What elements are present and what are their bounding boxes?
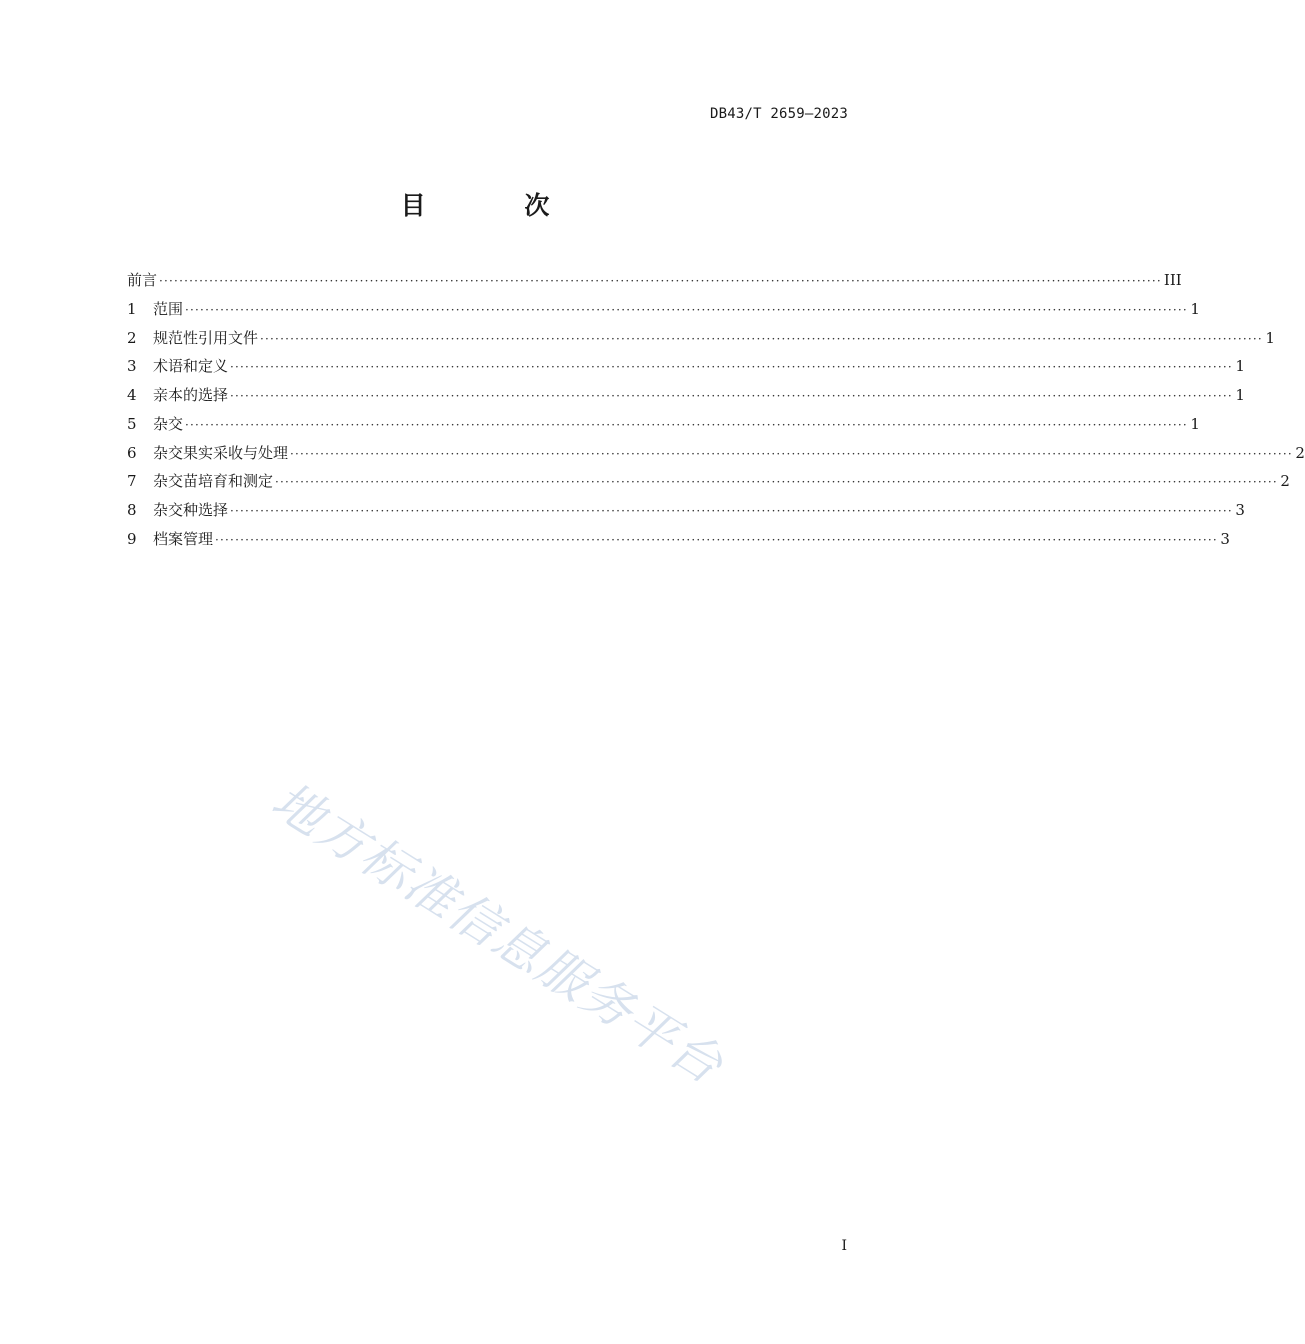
document-code: DB43/T 2659—2023 (709, 106, 848, 122)
toc-entry-label: 亲本的选择 (153, 386, 229, 404)
toc-entry-page: 2 (1280, 472, 1290, 491)
toc-entry-label: 档案管理 (153, 529, 214, 548)
toc-title: 目 次 (400, 191, 595, 220)
toc-entry-page: 2 (1295, 443, 1305, 462)
toc-entry-hybridization[interactable] (127, 410, 1200, 439)
toc-entry-label: 杂交苗培育和测定 (153, 472, 274, 491)
toc-entry-page: 1 (1190, 414, 1200, 433)
toc-entry-label: 杂交种选择 (153, 501, 229, 519)
watermark: 地方标准信息服务平台 (262, 771, 734, 1096)
toc-entry-archive-management[interactable] (127, 525, 1230, 554)
dot-leader: ········································································································································································································ (275, 475, 1278, 490)
toc-entry-page: 1 (1235, 357, 1245, 376)
toc-entry-foreword[interactable] (127, 266, 1182, 295)
toc-entry-seedling-cultivation[interactable] (127, 467, 1290, 496)
toc-entry-number: 5 (127, 414, 137, 433)
dot-leader: ········································································································································································································ (230, 504, 1233, 518)
dot-leader: ········································································································································································································ (260, 331, 1263, 346)
dot-leader: ········································································································································································································ (290, 446, 1293, 461)
toc-entry-number: 2 (127, 328, 137, 347)
toc-entry-number: 3 (127, 357, 137, 376)
toc-entry-scope[interactable] (127, 295, 1200, 324)
table-of-contents (127, 266, 1305, 554)
dot-leader: ········································································································································································································ (230, 360, 1233, 375)
toc-entry-label: 前言 (127, 271, 158, 289)
toc-entry-page: 1 (1235, 386, 1245, 404)
toc-entry-page: 1 (1265, 328, 1275, 347)
toc-entry-label: 杂交 (153, 414, 184, 433)
dot-leader: ········································································································································································································ (185, 417, 1188, 432)
dot-leader: ········································································································································································································ (215, 532, 1218, 547)
toc-entry-terms-definitions[interactable] (127, 352, 1245, 381)
toc-entry-page: 3 (1235, 501, 1245, 519)
dot-leader: ········································································································································································································ (230, 389, 1233, 403)
toc-entry-hybrid-selection[interactable] (127, 496, 1245, 525)
toc-entry-parent-selection[interactable] (127, 381, 1245, 410)
toc-entry-fruit-harvest[interactable] (127, 439, 1305, 468)
dot-leader: ········································································································································································································ (159, 274, 1162, 288)
toc-entry-label: 术语和定义 (153, 357, 229, 376)
dot-leader: ········································································································································································································ (185, 302, 1188, 317)
toc-entry-page: 1 (1190, 299, 1200, 318)
toc-entry-label: 杂交果实采收与处理 (153, 443, 289, 462)
toc-entry-number: 7 (127, 472, 137, 491)
toc-entry-page: III (1163, 271, 1182, 289)
toc-entry-label: 规范性引用文件 (153, 328, 259, 347)
toc-entry-number: 4 (127, 386, 137, 404)
toc-entry-number: 9 (127, 529, 137, 548)
page-number: I (841, 1238, 847, 1254)
toc-entry-number: 8 (127, 501, 137, 519)
toc-entry-page: 3 (1220, 529, 1230, 548)
toc-entry-number: 1 (127, 299, 137, 318)
toc-entry-normative-references[interactable] (127, 324, 1275, 353)
toc-entry-label: 范围 (153, 299, 184, 318)
toc-entry-number: 6 (127, 443, 137, 462)
